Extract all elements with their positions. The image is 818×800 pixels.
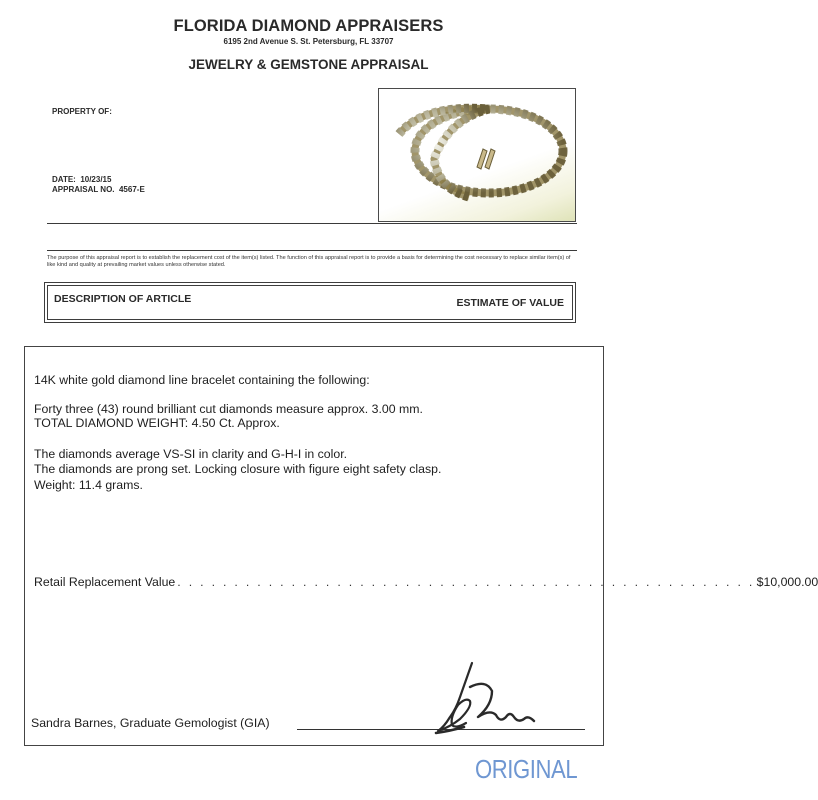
bracelet-photo — [378, 88, 576, 222]
date-value: 10/23/15 — [80, 175, 112, 184]
purpose-statement: The purpose of this appraisal report is to establish the replacement cost of the item(s) listed. The function of this appraisal report is to provide a basis for determining the cost necessary to replace similar item(s) of like kind and quality at prevailing market values unless otherwise stated. — [47, 255, 571, 269]
retail-value-row — [34, 575, 818, 589]
company-address: 6195 2nd Avenue S. St. Petersburg, FL 33707 — [223, 37, 394, 46]
document-title: JEWELRY & GEMSTONE APPRAISAL — [188, 57, 429, 72]
property-of-label: PROPERTY OF: — [52, 107, 112, 116]
retail-value-label: Retail Replacement Value — [34, 575, 176, 589]
dot-leader: . . . . . . . . . . . . . . . . . . . . . . . . . . . . . . . . . . . . . . . . . . . . . . . . . . . — [177, 575, 755, 589]
appraisal-number-value: 4567-E — [118, 185, 145, 194]
appraiser-name: Sandra Barnes, Graduate Gemologist (GIA) — [31, 716, 270, 730]
description-line: TOTAL DIAMOND WEIGHT: 4.50 Ct. Approx. — [34, 416, 280, 430]
description-line: The diamonds average VS-SI in clarity and G-H-I in color. — [34, 447, 348, 461]
divider-line — [47, 250, 577, 251]
estimate-column-header: ESTIMATE OF VALUE — [456, 297, 564, 309]
divider-line — [47, 223, 577, 224]
original-stamp: ORIGINAL — [475, 754, 578, 784]
bracelet-image — [379, 89, 577, 223]
handwritten-signature — [430, 657, 550, 737]
description-line: The diamonds are prong set. Locking closure with figure eight safety clasp. — [34, 462, 442, 476]
description-box — [24, 346, 818, 746]
column-header-box — [44, 282, 576, 323]
appraisal-number-field — [52, 185, 145, 194]
description-column-header: DESCRIPTION OF ARTICLE — [54, 293, 192, 305]
date-field — [52, 175, 111, 184]
description-line: Weight: 11.4 grams. — [34, 478, 143, 492]
description-line: Forty three (43) round brilliant cut diamonds measure approx. 3.00 mm. — [34, 402, 423, 416]
bracelet-clasp — [477, 149, 495, 169]
description-line: 14K white gold diamond line bracelet containing the following: — [34, 373, 370, 387]
company-name: FLORIDA DIAMOND APPRAISERS — [173, 17, 444, 35]
appraisal-number-label: APPRAISAL NO. — [52, 185, 115, 194]
date-label: DATE: — [52, 175, 76, 184]
retail-value-amount: $10,000.00 — [756, 575, 818, 589]
bracelet-chain — [399, 108, 563, 197]
